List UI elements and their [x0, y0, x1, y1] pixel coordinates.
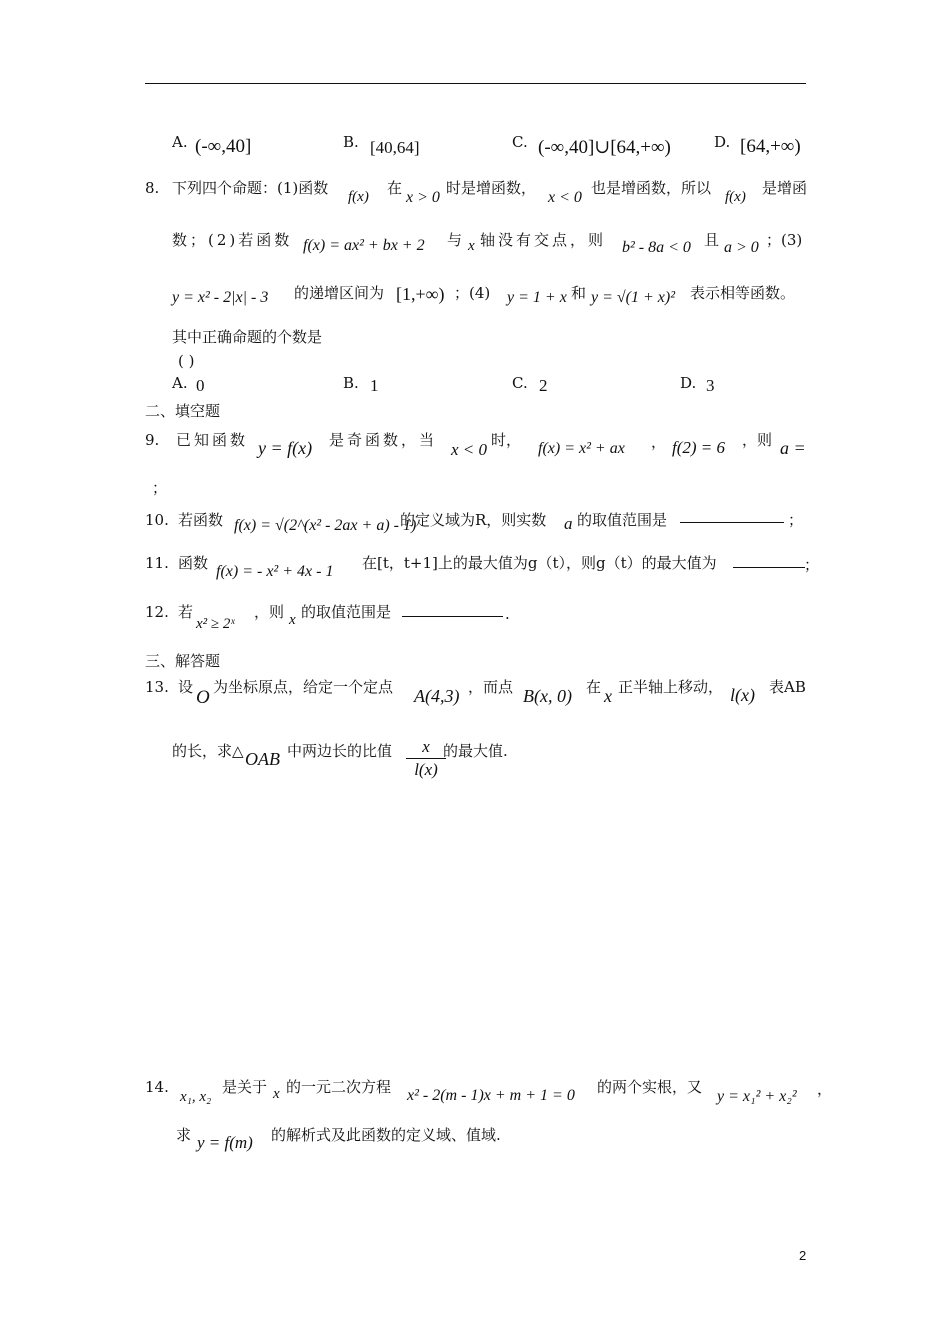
q9-math: y = f(x) — [258, 438, 313, 458]
q8-text: 且 — [704, 231, 720, 249]
q8-text: 与 — [447, 231, 463, 249]
q8-math: a > 0 — [724, 239, 759, 256]
option-b-value: [40,64] — [370, 138, 420, 157]
q8-option-b-value: 1 — [370, 376, 379, 395]
q14-number: 14. — [145, 1078, 169, 1096]
q13-number: 13. — [145, 678, 169, 696]
option-a-value: (-∞,40] — [195, 136, 252, 157]
q9-text: ； — [152, 479, 168, 497]
q8-math: f(x) — [725, 189, 746, 205]
q12-text: 的取值范围是 — [301, 603, 392, 621]
q14-text: 是关于 — [222, 1078, 268, 1096]
q12-number: 12. — [145, 603, 169, 621]
q14-text: ， — [817, 1080, 833, 1098]
q12-math: x² ≥ 2ˣ — [196, 616, 235, 632]
page-number: 2 — [799, 1248, 807, 1263]
q8-option-c-label: C. — [512, 374, 528, 392]
q10-text: 的取值范围是 — [577, 511, 668, 529]
q13-text: ，而点 — [468, 678, 514, 696]
q11-text: 函数 — [178, 554, 209, 572]
q13-text: 的长，求△ — [172, 742, 244, 760]
q9-text: ， — [651, 433, 667, 451]
q12-text: 若 — [178, 603, 194, 621]
option-a-label: A. — [172, 133, 188, 151]
q9-math: x < 0 — [451, 440, 488, 459]
q10-math: a — [564, 514, 573, 533]
q13-text: 中两边长的比值 — [287, 742, 393, 760]
q8-text: 表示相等函数。 — [690, 284, 796, 302]
q8-option-d-label: D. — [680, 374, 697, 392]
q14-text: 的两个实根，又 — [597, 1078, 703, 1096]
q8-text: 轴没有交点，则 — [480, 231, 607, 249]
q8-option-b-label: B. — [343, 374, 359, 392]
option-b-label: B. — [343, 133, 359, 151]
q8-option-c-value: 2 — [539, 376, 548, 395]
q13-math: l(x) — [730, 685, 755, 705]
q14-math: x² - 2(m - 1)x + m + 1 = 0 — [407, 1087, 575, 1104]
q8-text: 的递增区间为 — [294, 284, 385, 302]
q13-text: 在 — [586, 678, 602, 696]
section-title-fill-in: 二、填空题 — [145, 402, 221, 420]
q9-number: 9. — [145, 431, 160, 449]
q8-math: y = 1 + x — [507, 289, 567, 306]
q13-fraction-denominator: l(x) — [414, 760, 438, 779]
q11-answer-blank[interactable] — [733, 553, 805, 568]
q8-math: x > 0 — [406, 189, 440, 206]
q12-text: ，则 — [254, 603, 285, 621]
q8-text: 其中正确命题的个数是 — [172, 328, 323, 346]
q8-text: 也是增函数，所以 — [591, 179, 712, 197]
q8-option-a-value: 0 — [196, 376, 205, 395]
q9-math: a = — [780, 438, 806, 458]
header-rule — [145, 83, 806, 84]
q8-math: y = √(1 + x)² — [591, 289, 676, 306]
q14-text: 求 — [176, 1126, 192, 1144]
q8-text: 和 — [571, 284, 587, 302]
q13-text: 设 — [178, 678, 194, 696]
q10-math: f(x) = √(2^(x² - 2ax + a) - 1) — [234, 517, 417, 534]
q9-math: f(2) = 6 — [672, 438, 726, 457]
q13-fraction — [406, 736, 446, 781]
q14-text: 的解析式及此函数的定义域、值域. — [271, 1126, 501, 1144]
q14-math: x₁, x₂ — [180, 1089, 212, 1105]
option-d-value: [64,+∞) — [740, 136, 801, 157]
q8-math: x — [468, 238, 475, 254]
q9-text: 时， — [491, 431, 522, 449]
q14-math: y = f(m) — [197, 1133, 253, 1152]
q8-number: 8. — [145, 179, 160, 197]
q14-math: x — [273, 1086, 280, 1102]
q11-text: 在[t，t+1]上的最大值为g（t），则g（t）的最大值为 — [362, 554, 717, 572]
q9-text: 是奇函数，当 — [329, 431, 438, 449]
q13-math: B(x, 0) — [523, 686, 572, 706]
q8-text: ；(4) — [454, 284, 491, 302]
q13-math: OAB — [245, 749, 280, 769]
q8-math: f(x) = ax² + bx + 2 — [303, 237, 425, 254]
q10-text: 的定义域为R，则实数 — [400, 511, 547, 529]
q10-number: 10. — [145, 511, 169, 529]
q8-answer-paren: ( ) — [178, 352, 195, 370]
q13-text: 为坐标原点，给定一个定点 — [213, 678, 394, 696]
q10-answer-blank[interactable] — [680, 508, 784, 523]
q13-math: O — [196, 687, 210, 708]
q13-text: 正半轴上移动， — [618, 678, 724, 696]
q13-fraction-numerator: x — [406, 736, 446, 759]
q8-text: 下列四个命题：(1)函数 — [172, 179, 329, 197]
option-c-label: C. — [512, 133, 528, 151]
q8-math: x < 0 — [548, 189, 582, 206]
q12-text: . — [505, 605, 510, 623]
q11-text: ； — [804, 556, 820, 574]
q8-math: f(x) — [348, 189, 369, 205]
q8-text: 是增函 — [762, 179, 808, 197]
q8-text: 时是增函数， — [446, 179, 537, 197]
q13-text: 表AB — [769, 678, 806, 696]
option-d-label: D. — [714, 133, 731, 151]
q8-option-a-label: A. — [172, 374, 188, 392]
q8-math: y = x² - 2|x| - 3 — [172, 289, 269, 306]
q9-text: ，则 — [742, 431, 773, 449]
q10-text: 若函数 — [178, 511, 224, 529]
q8-math: b² - 8a < 0 — [622, 239, 691, 256]
section-title-solve: 三、解答题 — [145, 652, 221, 670]
q10-text: ； — [788, 511, 804, 529]
q12-answer-blank[interactable] — [402, 602, 503, 617]
q8-text: 数；(2)若函数 — [172, 231, 293, 249]
q11-math: f(x) = - x² + 4x - 1 — [216, 563, 334, 580]
q8-option-d-value: 3 — [706, 376, 715, 395]
q13-text: 的最大值. — [443, 742, 508, 760]
q8-text: 在 — [387, 179, 403, 197]
q9-math: f(x) = x² + ax — [538, 440, 625, 457]
q8-text: ；(3) — [766, 231, 803, 249]
q12-math: x — [289, 612, 296, 628]
q9-text: 已知函数 — [176, 431, 249, 449]
q13-math: x — [604, 686, 612, 706]
option-c-value: (-∞,40]∪[64,+∞) — [538, 137, 671, 158]
q13-math: A(4,3) — [414, 686, 460, 706]
q8-math: [1,+∞) — [396, 284, 445, 304]
q14-math: y = x₁² + x₂² — [717, 1088, 797, 1105]
q14-text: 的一元二次方程 — [286, 1078, 392, 1096]
q11-number: 11. — [145, 554, 169, 572]
